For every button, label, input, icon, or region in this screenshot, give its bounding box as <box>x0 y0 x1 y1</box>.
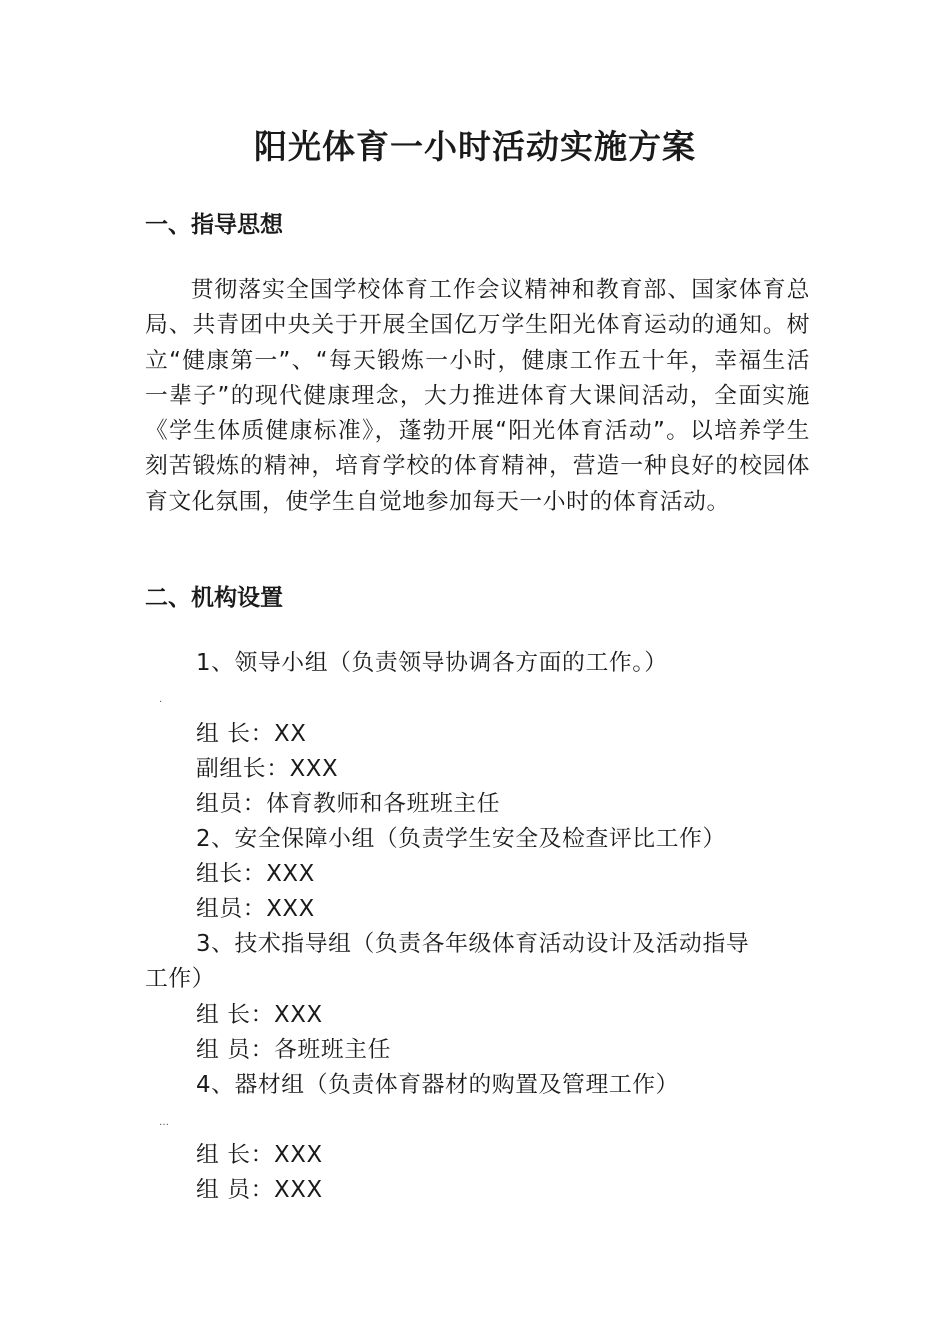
group3-title-line1: 3、技术指导组（负责各年级体育活动设计及活动指导 <box>196 931 750 957</box>
group1-deputy: 副组长：XXX <box>196 756 339 782</box>
group4-title: 4、器材组（负责体育器材的购置及管理工作） <box>196 1072 680 1098</box>
section-heading-organization: 二、机构设置 <box>145 585 283 611</box>
group3-members: 组 员：各班班主任 <box>196 1037 392 1063</box>
section-heading-guiding-ideology: 一、指导思想 <box>145 212 283 238</box>
group2-title: 2、安全保障小组（负责学生安全及检查评比工作） <box>196 826 726 852</box>
group3-title-line2: 工作） <box>145 966 216 992</box>
group1-leader: 组 长：XX <box>196 721 307 747</box>
group1-title: 1、领导小组（负责领导协调各方面的工作。） <box>196 650 668 676</box>
section-paragraph-guiding-ideology: 贯彻落实全国学校体育工作会议精神和教育部、国家体育总局、共青团中央关于开展全国亿万学生阳光体育运动的通知。树立“健康第一”、“每天锻炼一小时，健康工作五十年，幸福生活一辈子”的现代健康理念，大力推进体育大课间活动，全面实施《学生体质健康标准》，蓬勃开展“阳光体育活动”。以培养学生刻苦锻炼的精神，培育学校的体育精神，营造一种良好的校园体育文化氛围，使学生自觉地参加每天一小时的体育活动。 <box>145 277 810 515</box>
document-title: 阳光体育一小时活动实施方案 <box>254 127 696 166</box>
group2-leader: 组长：XXX <box>196 861 315 887</box>
group1-members: 组员：体育教师和各班班主任 <box>196 791 501 817</box>
group2-members: 组员：XXX <box>196 896 315 922</box>
group4-leader: 组 长：XXX <box>196 1142 323 1168</box>
group3-leader: 组 长：XXX <box>196 1002 323 1028</box>
group4-members: 组 员：XXX <box>196 1177 323 1203</box>
group1-mark: · <box>159 697 163 708</box>
group4-mark: … <box>159 1117 169 1128</box>
